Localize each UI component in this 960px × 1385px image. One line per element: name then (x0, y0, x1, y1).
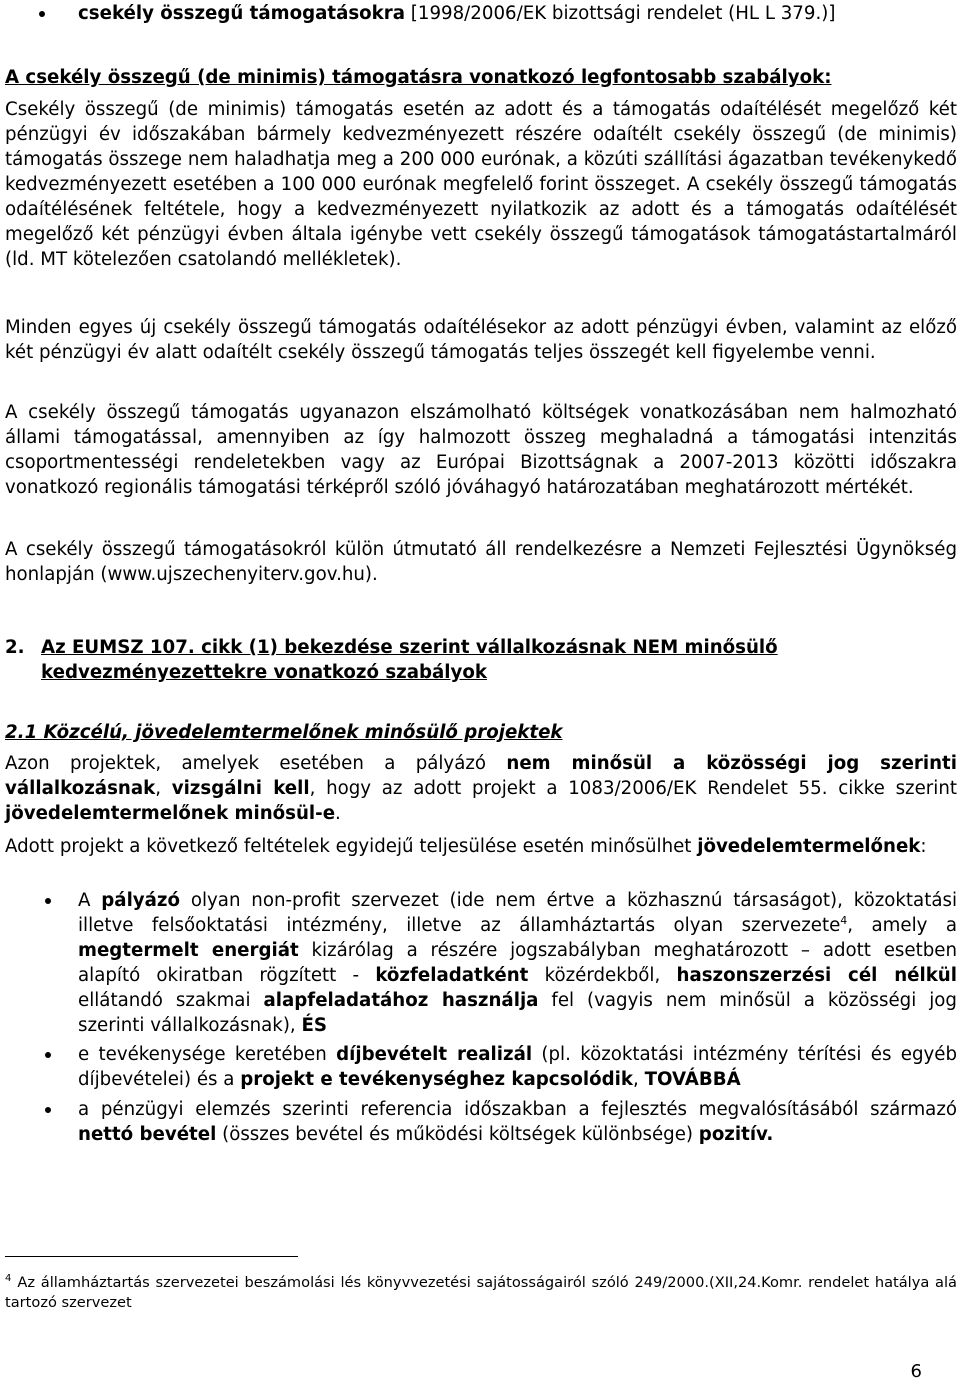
footnote-mark: 4 (5, 1273, 12, 1285)
section-2-title: Az EUMSZ 107. cikk (1) bekezdése szerint vállalkozásnak NEM minősülő kedvezményezettekre vonatkozó szabályok (41, 637, 778, 683)
bold-run: díjbevételt realizál (336, 1044, 533, 1065)
bullet-dot (45, 1052, 51, 1058)
text-run: , (632, 1069, 645, 1090)
text-run: , hogy az adott projekt a 1083/2006/EK Rendelet 55. cikke szerint (309, 778, 957, 799)
bold-run: pozitív. (698, 1124, 774, 1145)
bold-run: megtermelt energiát (78, 940, 299, 961)
text-run: . (335, 803, 341, 824)
text-run: olyan non-profit szervezet (ide nem értve a közhasznú társaságot), közoktatási illetve felsőoktatási intézmény, illetve az államháztartás olyan szervezete (78, 890, 957, 936)
bold-run: pályázó (101, 890, 181, 911)
bold-run: haszonszerzési cél nélkül (676, 965, 957, 986)
text-run: a pénzügyi elemzés szerinti referencia időszakban a fejlesztés megvalósításából származó (78, 1099, 957, 1120)
text-run: (pl. közoktatási intézmény térítési és egyéb díjbevételei) és a (78, 1044, 957, 1090)
bold-run: jövedelemtermelőnek minősül-e (5, 803, 336, 824)
bold-run: TOVÁBBÁ (644, 1069, 741, 1090)
section-2-heading (5, 635, 957, 685)
footnote-text: Az államháztartás szervezetei beszámolási lés könyvvezetési sajátosságairól szóló 249/2000.(XII,24.Komr. rendelet hatálya alá tartozó szervezet (5, 1274, 957, 1311)
bold-run: ÉS (301, 1015, 328, 1036)
deminimis-heading: A csekély összegű (de minimis) támogatásra vonatkozó legfontosabb szabályok: (5, 67, 832, 88)
text-run: (összes bevétel és működési költségek különbsége) (216, 1124, 699, 1145)
deminimis-paragraph-4: A csekély összegű támogatásokról külön útmutató áll rendelkezésre a Nemzeti Fejlesztési Ügynökség honlapján (www.ujszechenyiterv.gov.hu). (5, 539, 957, 585)
footnote-separator (5, 1256, 298, 1257)
top-bullet-bold: csekély összegű támogatásokra (78, 3, 406, 24)
top-bullet-text: [1998/2006/EK bizottsági rendelet (HL L 379.)] (405, 3, 836, 24)
bold-run: vizsgálni kell (171, 778, 310, 799)
top-bullet-item (5, 1, 957, 26)
bold-run: alapfeladatához használja (263, 990, 539, 1011)
section-2-1-paragraph-2 (5, 834, 957, 859)
bullet-dot (39, 11, 45, 17)
bold-run: nettó bevétel (78, 1124, 217, 1145)
text-run: e tevékenysége keretében (78, 1044, 337, 1065)
bold-run: nem minősül a közösségi jog szerinti vállalkozásnak (5, 753, 957, 799)
text-run: kizárólag a részére jogszabályban meghatározott – adott esetben alapító okiratban rögzített - (78, 940, 957, 986)
section-2-number: 2. (5, 637, 25, 658)
condition-bullet-2 (5, 1042, 957, 1092)
text-run: fel (vagyis nem minősül a közösségi jog szerinti vállalkozásnak), (78, 990, 957, 1036)
text-run: ellátandó szakmai (78, 990, 264, 1011)
bold-run: jövedelemtermelőnek (697, 836, 921, 857)
bold-run: közfeladatként (375, 965, 529, 986)
bold-run: projekt e tevékenységhez kapcsolódik (240, 1069, 633, 1090)
section-2-1-heading: 2.1 Közcélú, jövedelemtermelőnek minősülő projektek (5, 722, 563, 743)
deminimis-paragraph-1: Csekély összegű (de minimis) támogatás esetén az adott és a támogatás odaítélését megelőző két pénzügyi év időszakában bármely kedvezményezett részére odaítélt csekély összegű (de minimis) támogatás összege nem haladhatja meg a 200 000 eurónak, a közúti szállítási ágazatban tevékenykedő kedvezményezett esetében a 100 000 eurónak megfelelő forint összeget. A csekély összegű támogatás odaítélésének feltétele, hogy a kedvezményezett nyilatkozik az adott és a támogatás odaítélését megelőző két pénzügyi évben általa igénybe vett csekély összegű támogatások támogatástartalmáról (ld. MT kötelezően csatolandó mellékletek). (5, 99, 957, 270)
condition-bullet-3 (5, 1097, 957, 1147)
deminimis-paragraph-3: A csekély összegű támogatás ugyanazon elszámolható költségek vonatkozásában nem halmozható állami támogatással, amennyiben az így halmozott összeg meghaladná a támogatási intenzitás csoportmentességi rendeletekben vagy az Európai Bizottságnak a 2007-2013 közötti időszakra vonatkozó regionális támogatási térképről szóló jóváhagyó határozatában meghatározott mértékét. (5, 402, 957, 498)
footnote-reference[interactable]: 4 (840, 913, 848, 927)
deminimis-paragraph-2: Minden egyes új csekély összegű támogatás odaítélésekor az adott pénzügyi évben, valamint az előző két pénzügyi év alatt odaítélt csekély összegű támogatás teljes összegét kell figyelembe venni. (5, 317, 957, 363)
text-run: Adott projekt a következő feltételek egyidejű teljesülése esetén minősülhet (5, 836, 698, 857)
text-run: , (155, 778, 172, 799)
footnote (5, 1273, 957, 1313)
text-run: , amely a (847, 915, 957, 936)
section-2-1-paragraph-1 (5, 751, 957, 826)
page-number: 6 (910, 1361, 922, 1382)
text-run: Azon projektek, amelyek esetében a pályázó (5, 753, 507, 774)
text-run: : (920, 836, 927, 857)
bullet-dot (45, 898, 51, 904)
condition-bullet-1 (5, 888, 957, 1038)
text-run: közérdekből, (528, 965, 677, 986)
bullet-dot (45, 1107, 51, 1113)
text-run: A (78, 890, 102, 911)
